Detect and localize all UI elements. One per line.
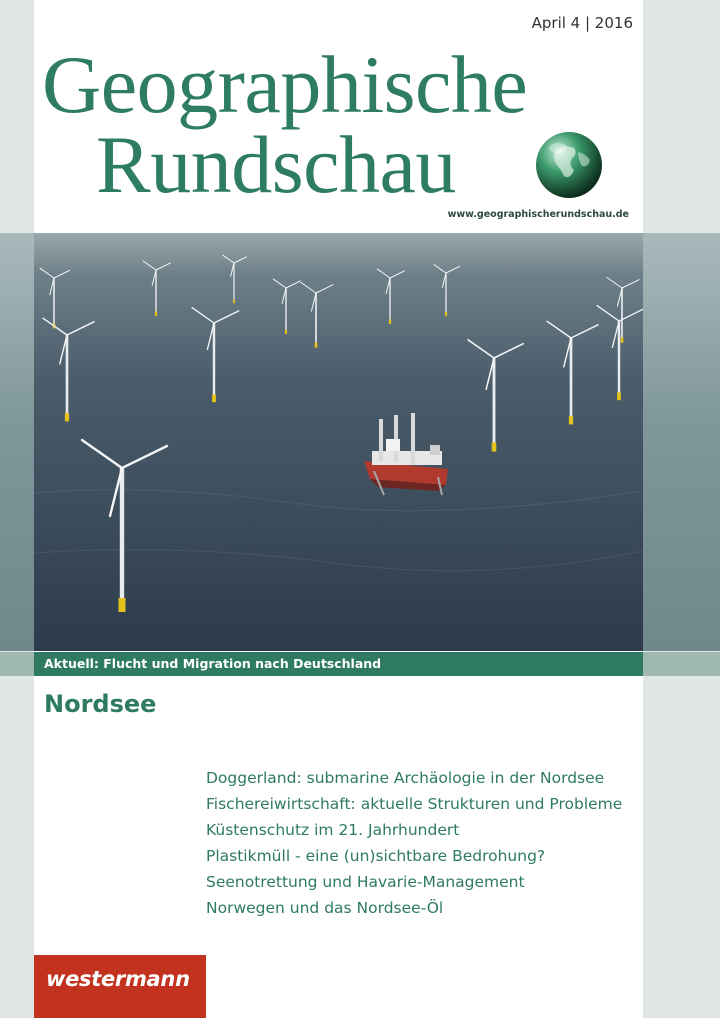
website-url: www.geographischerundschau.de <box>447 209 629 220</box>
publisher-name: westermann <box>46 967 190 991</box>
current-topic-banner <box>34 652 643 676</box>
right-margin-strip <box>643 0 720 1018</box>
article-item: Küstenschutz im 21. Jahrhundert <box>206 821 460 839</box>
masthead-line-2: Rundschau <box>96 119 456 210</box>
issue-number: April 4 | 2016 <box>531 14 633 32</box>
issue-theme: Nordsee <box>44 690 157 718</box>
current-topic-text: Aktuell: Flucht und Migration nach Deutschland <box>44 656 382 671</box>
left-margin-strip <box>0 0 34 1018</box>
globe-icon <box>534 130 604 200</box>
right-banner-strip <box>643 652 720 676</box>
left-banner-strip <box>0 652 34 676</box>
masthead-line-1: Geographische <box>42 39 528 130</box>
left-sea-strip <box>0 233 34 651</box>
right-sea-strip <box>643 233 720 651</box>
article-list <box>206 765 622 921</box>
article-item: Norwegen und das Nordsee-Öl <box>206 899 444 917</box>
cover-photo <box>34 233 643 651</box>
article-item: Doggerland: submarine Archäologie in der Nordsee <box>206 769 605 787</box>
article-item: Seenotrettung und Havarie-Management <box>206 873 525 891</box>
magazine-cover <box>34 0 643 1018</box>
article-item: Plastikmüll - eine (un)sichtbare Bedrohung? <box>206 847 546 865</box>
publisher-logo <box>34 955 206 1018</box>
article-item: Fischereiwirtschaft: aktuelle Strukturen und Probleme <box>206 795 623 813</box>
